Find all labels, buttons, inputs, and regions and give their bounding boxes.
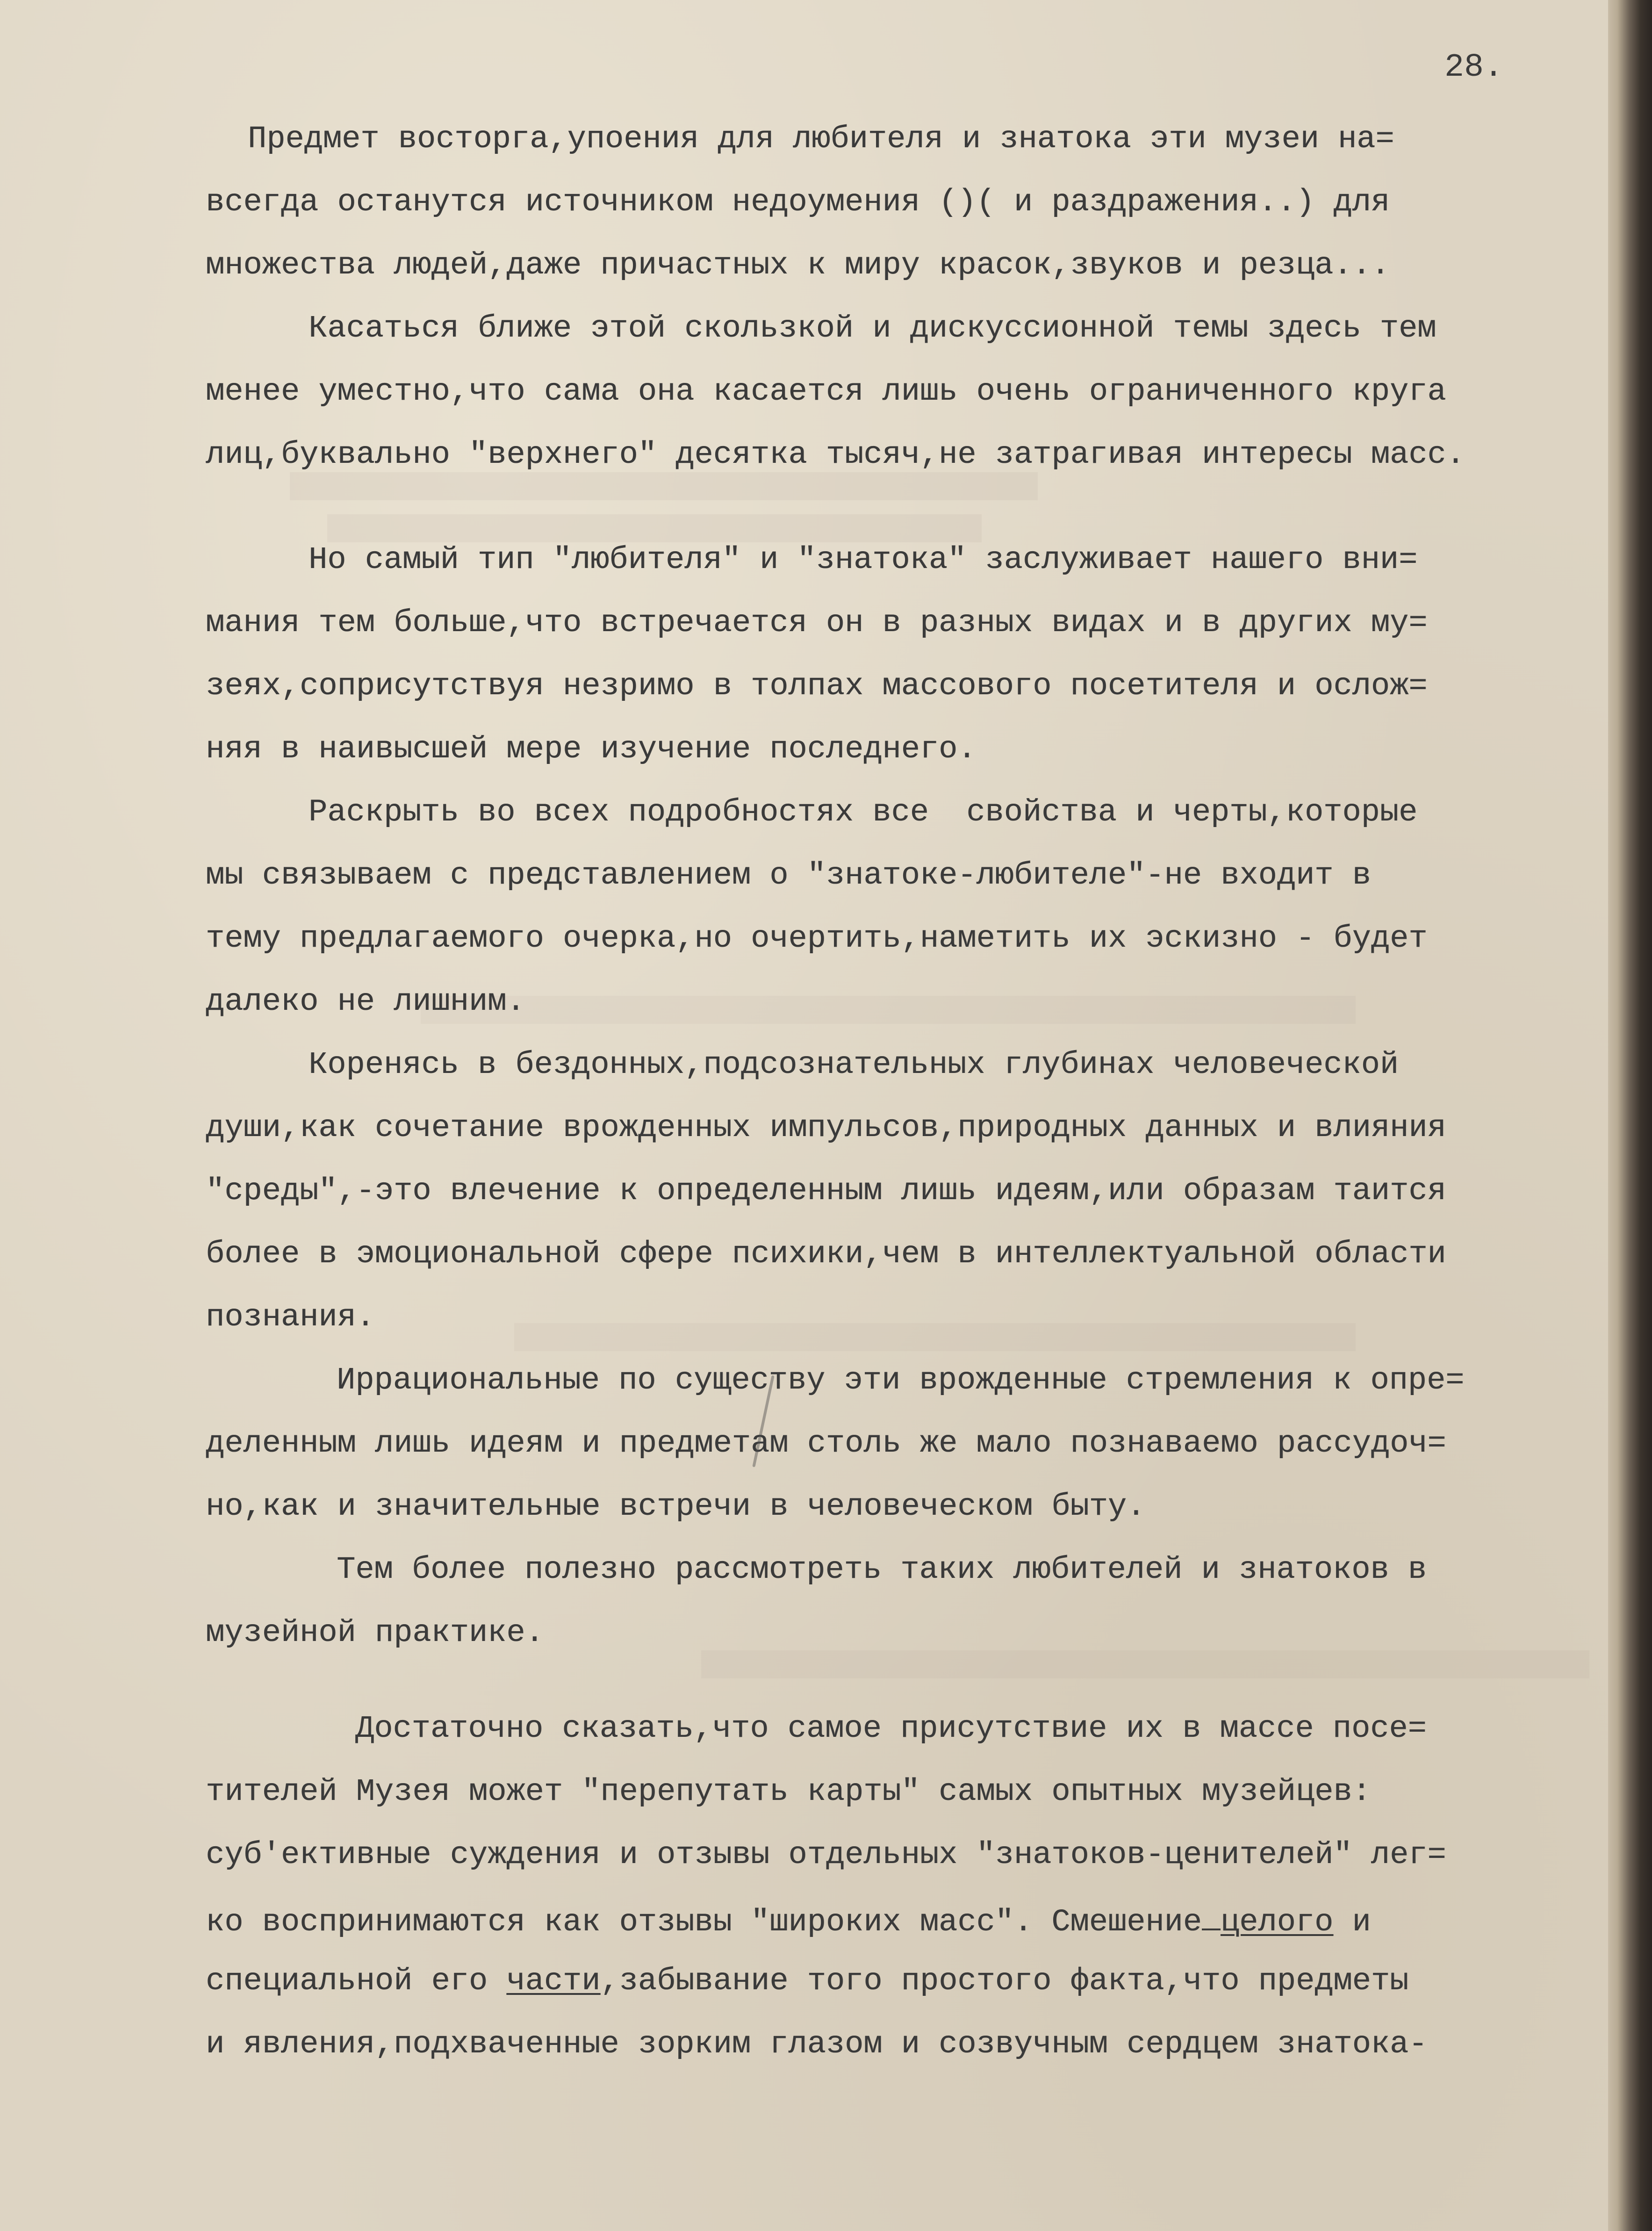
text-line: тему предлагаемого очерка,но очертить,наметить их эскизно - будет xyxy=(206,921,1428,957)
text-line: Раскрыть во всех подробностях все свойства и черты,которые xyxy=(309,795,1418,830)
text-line: всегда останутся источником недоумения ()( и раздражения..) для xyxy=(206,185,1390,220)
bleed-through-shadow xyxy=(327,514,982,542)
text-line: более в эмоциональной сфере психики,чем в интеллектуальной области xyxy=(206,1237,1446,1272)
text-line: менее уместно,что сама она касается лишь очень ограниченного круга xyxy=(206,374,1446,410)
page-edge-shadow xyxy=(1608,0,1652,2231)
text-line: познания. xyxy=(206,1300,375,1335)
text-line xyxy=(206,1964,1408,1999)
underline-stroke xyxy=(1202,1900,1221,1930)
text-line: но,как и значительные встречи в человеческом быту. xyxy=(206,1489,1146,1525)
text-segment: ,забывание того простого факта,что предметы xyxy=(600,1964,1409,1999)
bleed-through-shadow xyxy=(290,472,1038,500)
bleed-through-shadow xyxy=(421,996,1356,1024)
text-line: множества людей,даже причастных к миру красок,звуков и резца... xyxy=(206,248,1390,283)
text-line: лиц,буквально "верхнего" десятка тысяч,не затрагивая интересы масс. xyxy=(206,437,1465,473)
text-line: деленным лишь идеям и предметам столь же мало познаваемо рассудоч= xyxy=(206,1426,1446,1461)
text-line: мы связываем с представлением о "знатоке-любителе"-не входит в xyxy=(206,858,1371,893)
page-number: 28. xyxy=(1444,49,1504,86)
text-line: няя в наивысшей мере изучение последнего. xyxy=(206,732,977,767)
text-segment: специальной его xyxy=(206,1964,488,1999)
text-line: далеко не лишним. xyxy=(206,984,525,1020)
text-line: Но самый тип "любителя" и "знатока" заслуживает нашего вни= xyxy=(309,542,1418,578)
text-line: тителей Музея может "перепутать карты" самых опытных музейцев: xyxy=(206,1774,1371,1810)
text-line: зеях,соприсутствуя незримо в толпах массового посетителя и ослож= xyxy=(206,669,1428,704)
text-line: души,как сочетание врожденных импульсов,природных данных и влияния xyxy=(206,1110,1446,1146)
text-line: Тем более полезно рассмотреть таких любителей и знатоков в xyxy=(337,1552,1427,1588)
underlined-word: части xyxy=(506,1964,601,1999)
text-line: Иррациональные по существу эти врожденные стремления к опре= xyxy=(337,1363,1465,1398)
text-line: музейной практике. xyxy=(206,1615,544,1651)
text-line: суб'ективные суждения и отзывы отдельных "знатоков-ценителей" лег= xyxy=(206,1837,1446,1873)
text-line: Касаться ближе этой скользкой и дискуссионной темы здесь тем xyxy=(309,311,1437,346)
text-line: Коренясь в бездонных,подсознательных глубинах человеческой xyxy=(309,1047,1399,1083)
bleed-through-shadow xyxy=(514,1323,1356,1351)
text-line: мания тем больше,что встречается он в разных видах и в других му= xyxy=(206,605,1428,641)
bleed-through-shadow xyxy=(701,1650,1589,1678)
text-line xyxy=(206,1900,1371,1940)
text-line: и явления,подхваченные зорким глазом и созвучным сердцем знатока- xyxy=(206,2027,1428,2062)
underlined-word: целого xyxy=(1220,1905,1334,1940)
text-line: Достаточно сказать,что самое присутствие их в массе посе= xyxy=(355,1711,1427,1747)
text-line: "среды",-это влечение к определенным лишь идеям,или образам таится xyxy=(206,1173,1446,1209)
text-segment: ко воспринимаются как отзывы "широких масс". Смешение xyxy=(206,1905,1202,1940)
text-line: Предмет восторга,упоения для любителя и знатока эти музеи на= xyxy=(248,122,1394,157)
text-segment: и xyxy=(1352,1905,1371,1940)
